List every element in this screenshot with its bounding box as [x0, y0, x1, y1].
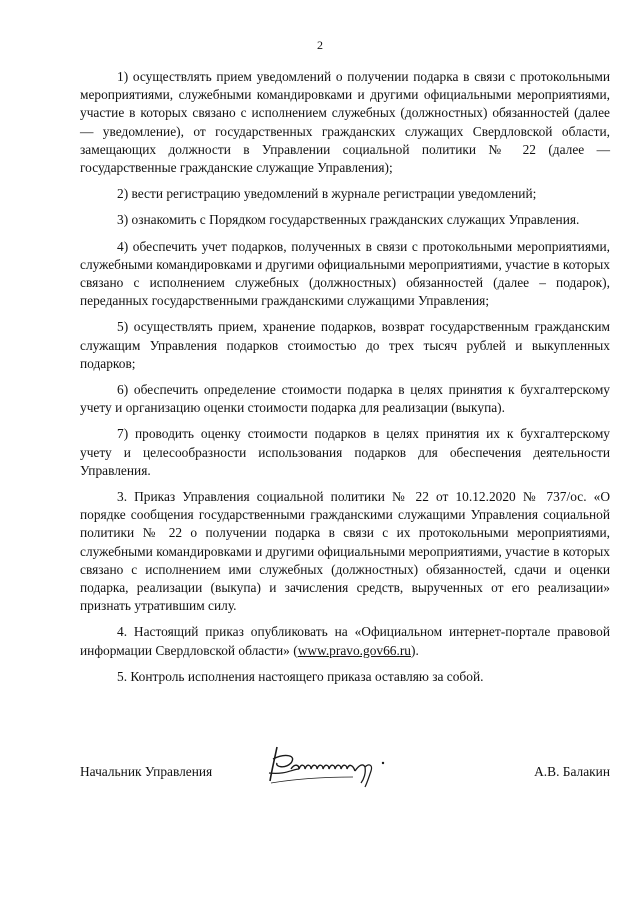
paragraph-item-7: 7) проводить оценку стоимости подарков в целях принятия их к бухгалтерскому учету и целесообразности использования подарков для обеспечения деятельности Управления.	[80, 426, 610, 478]
publish-text-after: ).	[411, 642, 419, 658]
paragraph-item-2: 2) вести регистрацию уведомлений в журнале регистрации уведомлений;	[117, 186, 537, 202]
paragraph-clause-5: 5. Контроль исполнения настоящего приказа оставляю за собой.	[117, 668, 484, 684]
signatory-title: Начальник Управления	[80, 764, 213, 779]
handwritten-signature	[265, 739, 400, 789]
paragraph-item-4: 4) обеспечить учет подарков, полученных в связи с протокольными мероприятиями, служебными командировками и другими официальными мероприятиями, участие в которых связано с исполнением служебных (должностных) обязанностей (далее – подарок), переданных государственными гражданскими служащими Управления;	[80, 238, 610, 309]
paragraph-item-1: 1) осуществлять прием уведомлений о получении подарка в связи с протокольными мероприятиями, служебными командировками и другими официальными мероприятиями, участие в которых связано с исполнением служебных (должностных) обязанностей (далее — уведомление), от государственных гражданских служащих Свердловской области, замещающих должности в Управлении социальной политики № 22 (далее — государственные гражданские служащие Управления);	[80, 69, 610, 176]
publish-text-before: 4. Настоящий приказ опубликовать на «Официальном интернет-портале правовой информации Свердловской области» (	[80, 624, 610, 658]
page-number: 2	[317, 38, 323, 52]
pravo-link[interactable]: www.pravo.gov66.ru	[297, 642, 411, 658]
paragraph-item-5: 5) осуществлять прием, хранение подарков, возврат государственным гражданским служащим Управления подарков стоимостью до трех тысяч рублей и выкупленных подарков;	[80, 319, 610, 371]
paragraph-item-3: 3) ознакомить с Порядком государственных гражданских служащих Управления.	[117, 212, 580, 228]
paragraph-clause-4	[80, 623, 610, 659]
signature-block	[80, 735, 610, 795]
paragraph-item-6: 6) обеспечить определение стоимости подарка в целях принятия к бухгалтерскому учету и организацию оценки стоимости подарка для реализации (выкупа).	[80, 382, 610, 416]
document-body	[80, 68, 610, 694]
signatory-name: А.В. Балакин	[534, 764, 610, 779]
paragraph-clause-3: 3. Приказ Управления социальной политики № 22 от 10.12.2020 № 737/ос. «О порядке сообщения государственными гражданскими служащими Управления социальной политики № 22 о получении подарка в связи с их протокольными мероприятиями, служебными командировками и другими официальными мероприятиями, участие в которых связано с исполнением ими служебных (должностных) обязанностей, сдачи и оценки подарка, реализации (выкупа) и зачисления средств, вырученных от его реализации» признать утратившим силу.	[80, 489, 610, 614]
